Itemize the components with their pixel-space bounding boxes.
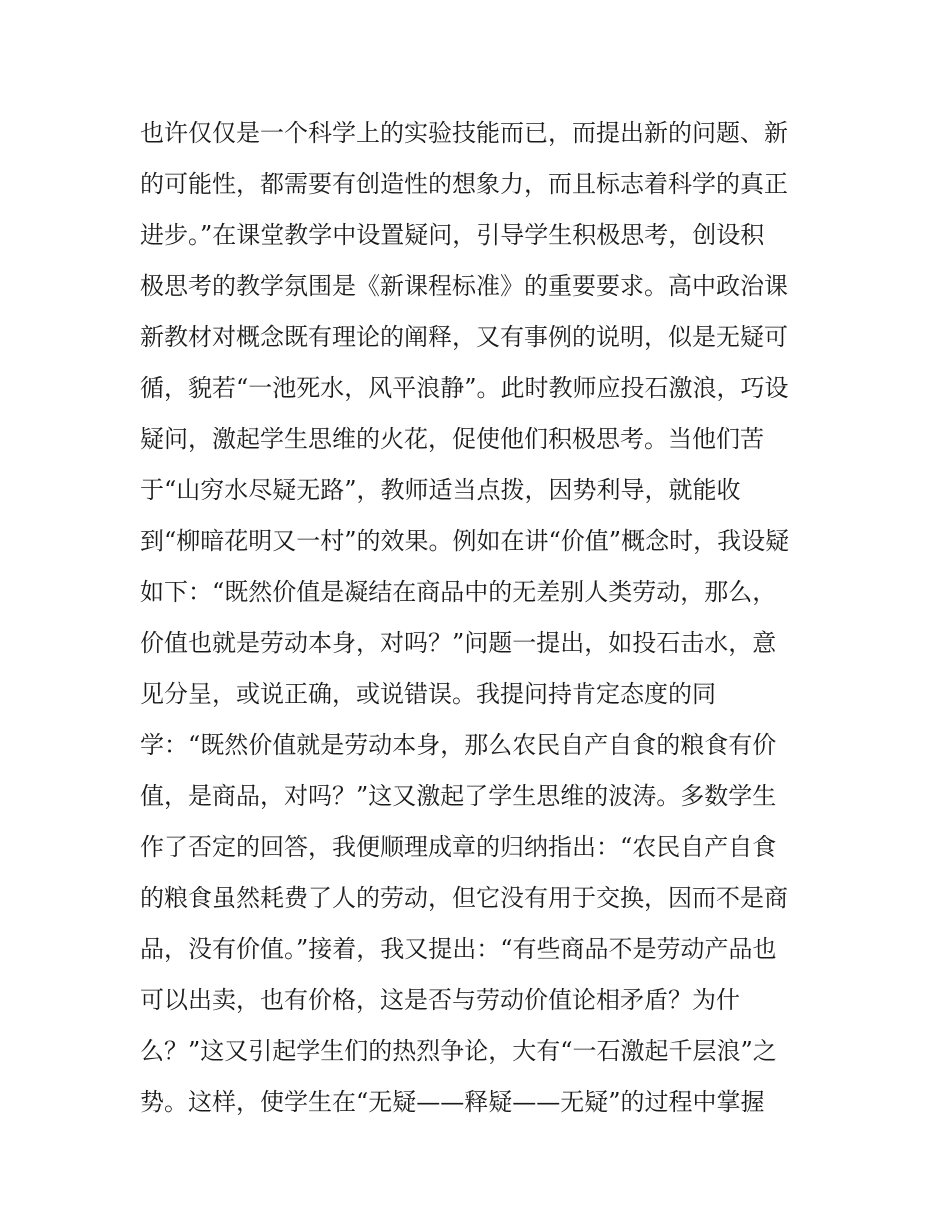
text-line: 价值也就是劳动本身，对吗？”问题一提出，如投石击水，意	[140, 629, 777, 657]
text-line: 也许仅仅是一个科学上的实验技能而已，而提出新的问题、新	[140, 119, 788, 147]
text-line: 疑问，激起学生思维的火花，促使他们积极思考。当他们苦	[140, 425, 764, 453]
text-line: 见分呈，或说正确，或说错误。我提问持肯定态度的同	[140, 680, 716, 708]
text-line: 可以出卖，也有价格，这是否与劳动价值论相矛盾？为什	[140, 986, 740, 1014]
text-line: 势。这样，使学生在“无疑——释疑——无疑”的过程中掌握	[140, 1088, 765, 1116]
text-line: 进步。”在课堂教学中设置疑问，引导学生积极思考，创设积	[140, 221, 765, 249]
text-line: 作了否定的回答，我便顺理成章的归纳指出：“农民自产自食	[140, 833, 777, 861]
text-line: 品，没有价值。”接着，我又提出：“有些商品不是劳动产品也	[140, 935, 777, 963]
text-line: 极思考的教学氛围是《新课程标准》的重要要求。高中政治课	[140, 272, 788, 300]
text-line: 新教材对概念既有理论的阐释，又有事例的说明，似是无疑可	[140, 323, 788, 351]
body-paragraph	[140, 108, 830, 1128]
text-line: 如下：“既然价值是凝结在商品中的无差别人类劳动，那么，	[140, 578, 777, 606]
text-line: 到“柳暗花明又一村”的效果。例如在讲“价值”概念时，我设疑	[140, 527, 790, 555]
text-line: 的粮食虽然耗费了人的劳动，但它没有用于交换，因而不是商	[140, 884, 788, 912]
text-line: 的可能性，都需要有创造性的想象力，而且标志着科学的真正	[140, 170, 788, 198]
text-line: 于“山穷水尽疑无路”，教师适当点拨，因势利导，就能收	[140, 476, 741, 504]
text-line: 循，貌若“一池死水，风平浪静”。此时教师应投石激浪，巧设	[140, 374, 789, 402]
text-line: 么？”这又引起学生们的热烈争论，大有“一石激起千层浪”之	[140, 1037, 777, 1065]
text-line: 学：“既然价值就是劳动本身，那么农民自产自食的粮食有价	[140, 731, 777, 759]
text-line: 值，是商品，对吗？”这又激起了学生思维的波涛。多数学生	[140, 782, 777, 810]
